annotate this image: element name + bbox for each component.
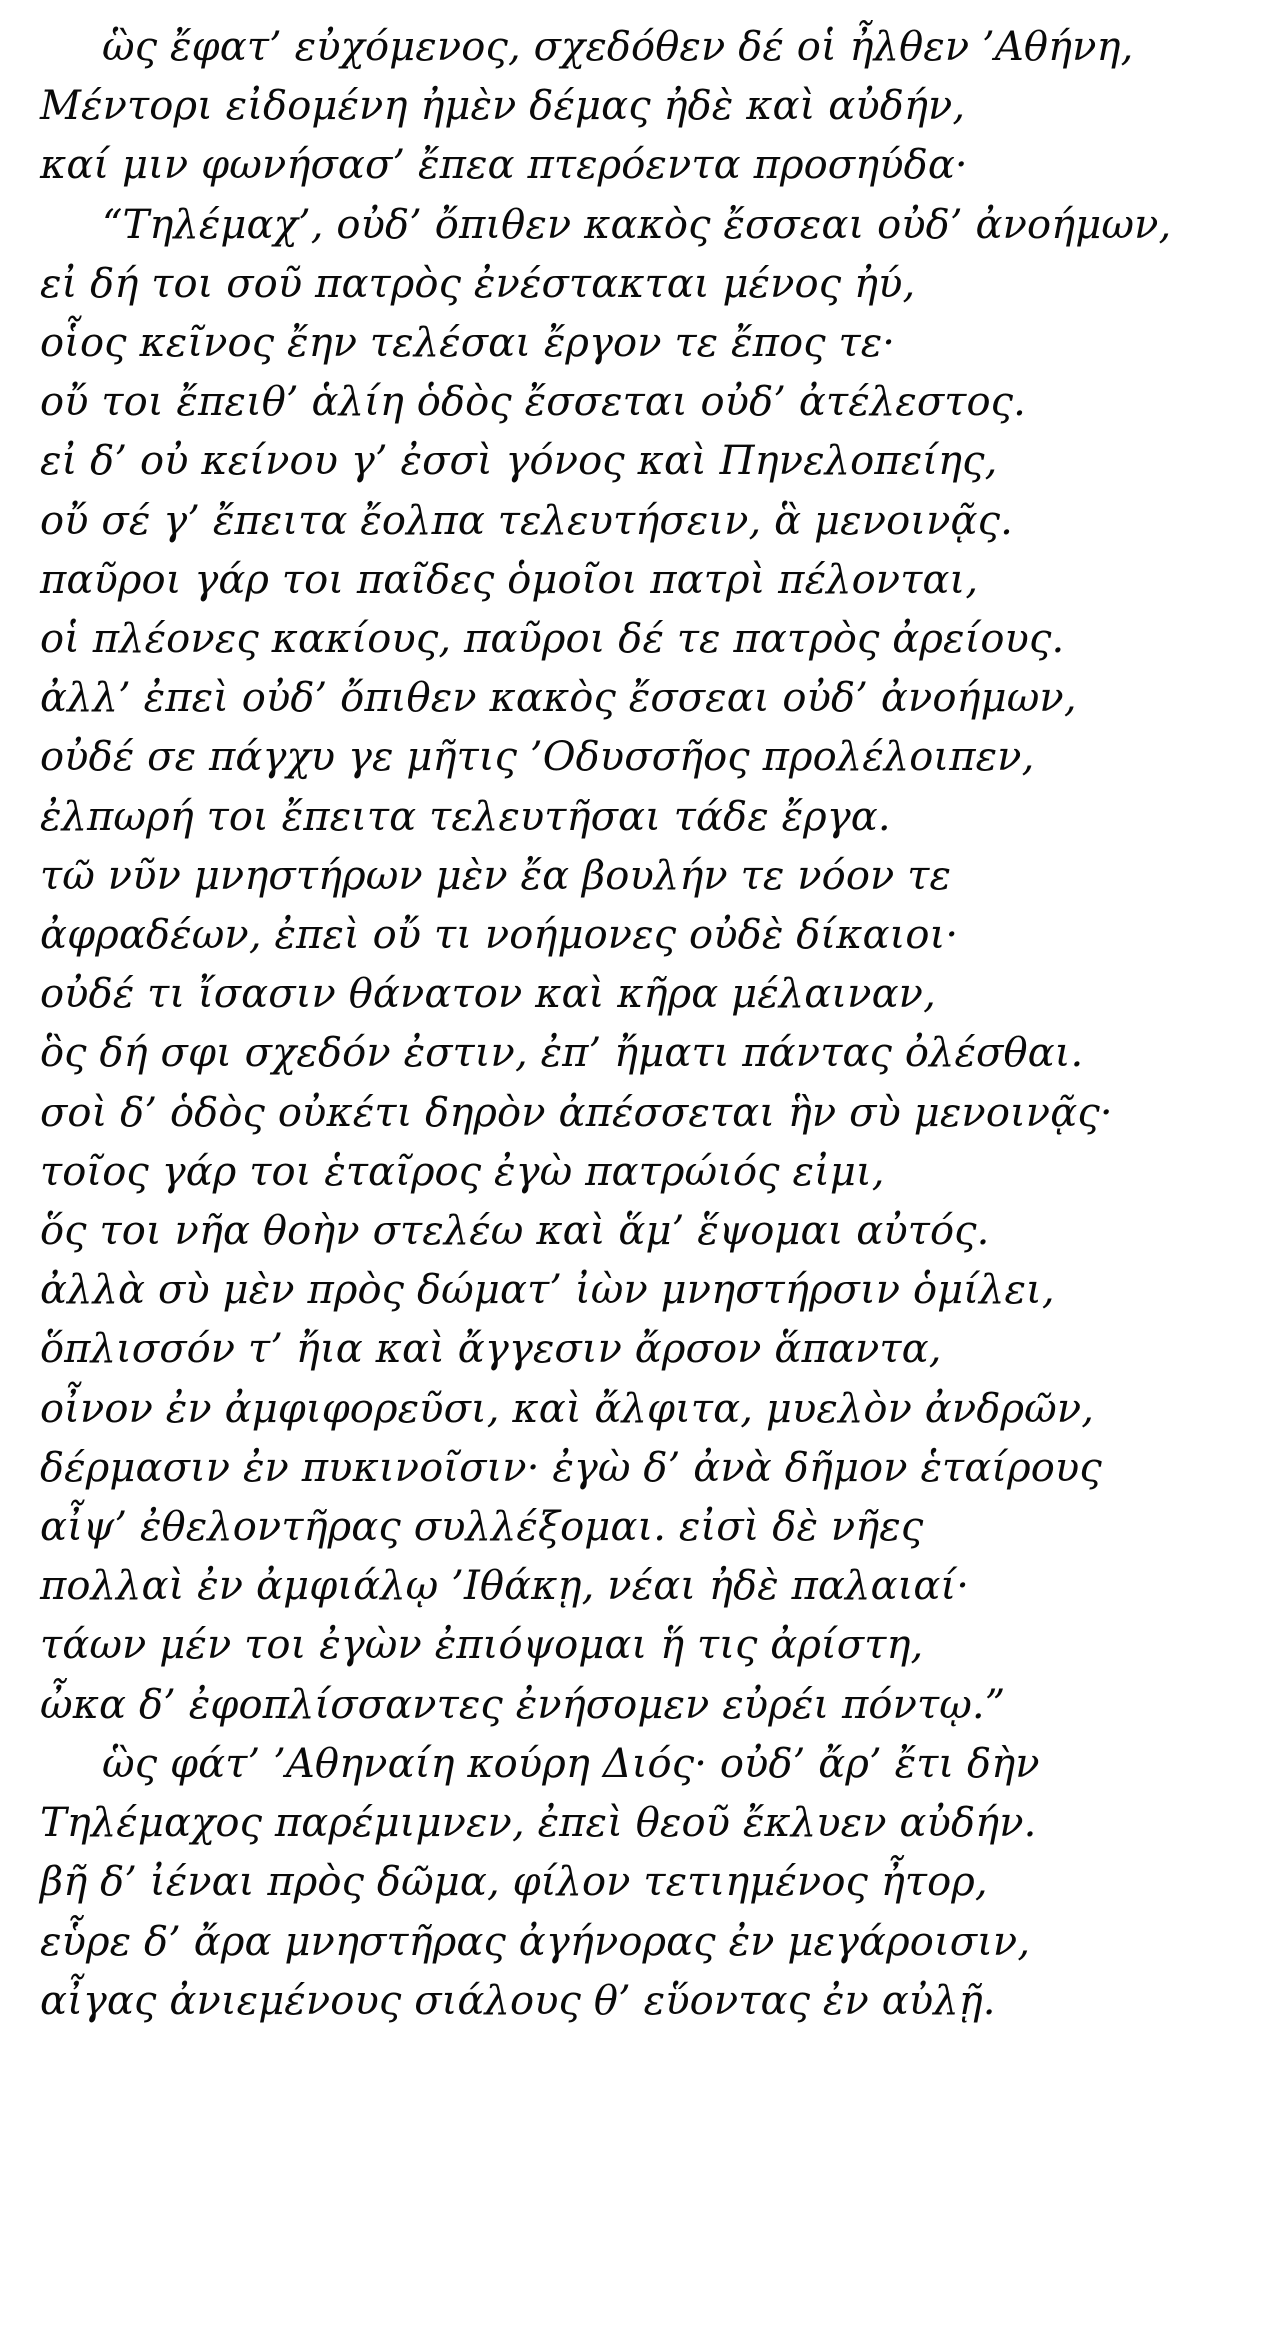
poem-line: ὦκα δ’ ἐφοπλίσσαντες ἐνήσομεν εὐρέι πόντῳ.” — [40, 1681, 1006, 1728]
poem-line: ἐλπωρή τοι ἔπειτα τελευτῆσαι τάδε ἔργα. — [40, 793, 891, 840]
poem-line: καί μιν φωνήσασ’ ἔπεα πτερόεντα προσηύδα· — [40, 142, 968, 189]
poem-line: τοῖος γάρ τοι ἑταῖρος ἐγὼ πατρώιός εἰμι, — [40, 1148, 885, 1195]
poem-line: εἰ δ’ οὐ κείνου γ’ ἐσσὶ γόνος καὶ Πηνελοπείης, — [40, 438, 998, 485]
poem-line: ἀλλ’ ἐπεὶ οὐδ’ ὄπιθεν κακὸς ἔσσεαι οὐδ’ ἀνοήμων, — [40, 675, 1077, 722]
poem-line: τῶ νῦν μνηστήρων μὲν ἔα βουλήν τε νόον τε — [40, 852, 952, 899]
poem-line: οὔ τοι ἔπειθ’ ἁλίη ὁδὸς ἔσσεται οὐδ’ ἀτέλεστος. — [40, 379, 1026, 426]
poem-line: σοὶ δ’ ὁδὸς οὐκέτι δηρὸν ἀπέσσεται ἣν σὺ μενοινᾷς· — [40, 1089, 1113, 1136]
poem-line: ὣς ἔφατ’ εὐχόμενος, σχεδόθεν δέ οἱ ἦλθεν ’Αθήνη, — [102, 24, 1134, 70]
poem-line: ὅς τοι νῆα θοὴν στελέω καὶ ἅμ’ ἕψομαι αὐτός. — [40, 1208, 990, 1255]
poem-line: δέρμασιν ἐν πυκινοῖσιν· ἐγὼ δ’ ἀνὰ δῆμον ἑταίρους — [40, 1444, 1102, 1491]
poem-line: οὐδέ σε πάγχυ γε μῆτις ’Οδυσσῆος προλέλοιπεν, — [40, 734, 1035, 781]
poem-line: ἀλλὰ σὺ μὲν πρὸς δώματ’ ἰὼν μνηστήρσιν ὁμίλει, — [40, 1267, 1055, 1314]
poem-line: πολλαὶ ἐν ἀμφιάλῳ ’Ιθάκῃ, νέαι ἠδὲ παλαιαί· — [40, 1563, 970, 1610]
poem-line: εἰ δή τοι σοῦ πατρὸς ἐνέστακται μένος ἠύ, — [40, 260, 916, 307]
poem-line: Τηλέμαχος παρέμιμνεν, ἐπεὶ θεοῦ ἔκλυεν αὐδήν. — [40, 1800, 1037, 1847]
poem-line: οὔ σέ γ’ ἔπειτα ἔολπα τελευτήσειν, ἃ μενοινᾷς. — [40, 497, 1013, 544]
poem-line: ἀφραδέων, ἐπεὶ οὔ τι νοήμονες οὐδὲ δίκαιοι· — [40, 912, 959, 959]
poem-line: βῆ δ’ ἰέναι πρὸς δῶμα, φίλον τετιημένος ἦτορ, — [40, 1859, 988, 1906]
poem-line: οἷος κεῖνος ἔην τελέσαι ἔργον τε ἔπος τε· — [40, 320, 896, 367]
poem-line: εὗρε δ’ ἄρα μνηστῆρας ἀγήνορας ἐν μεγάροισιν, — [40, 1918, 1031, 1965]
poem-line: ὅπλισσόν τ’ ἤια καὶ ἄγγεσιν ἄρσον ἅπαντα, — [40, 1326, 942, 1373]
poem-line: ὃς δή σφι σχεδόν ἐστιν, ἐπ’ ἤματι πάντας ὀλέσθαι. — [40, 1030, 1084, 1077]
poem-line: Μέντορι εἰδομένη ἠμὲν δέμας ἠδὲ καὶ αὐδήν, — [40, 83, 966, 130]
poem-line: αἶγας ἀνιεμένους σιάλους θ’ εὕοντας ἐν αὐλῇ. — [40, 1977, 996, 2024]
poem-line: ὣς φάτ’ ’Αθηναίη κούρη Διός· οὐδ’ ἄρ’ ἔτι δὴν — [102, 1740, 1040, 1787]
poem-line: οὐδέ τι ἴσασιν θάνατον καὶ κῆρα μέλαιναν, — [40, 971, 936, 1018]
poem-line: τάων μέν τοι ἐγὼν ἐπιόψομαι ἥ τις ἀρίστη, — [40, 1622, 924, 1669]
poem-text-block — [40, 18, 1228, 2031]
poem-line: αἶψ’ ἐθελοντῆρας συλλέξομαι. εἰσὶ δὲ νῆες — [40, 1504, 924, 1551]
poem-line: παῦροι γάρ τοι παῖδες ὁμοῖοι πατρὶ πέλονται, — [40, 556, 979, 603]
poem-line: “Τηλέμαχ’, οὐδ’ ὄπιθεν κακὸς ἔσσεαι οὐδ’ ἀνοήμων, — [102, 201, 1172, 248]
poem-line: οἶνον ἐν ἀμφιφορεῦσι, καὶ ἄλφιτα, μυελὸν ἀνδρῶν, — [40, 1385, 1095, 1432]
poem-line: οἱ πλέονες κακίους, παῦροι δέ τε πατρὸς ἀρείους. — [40, 616, 1065, 663]
